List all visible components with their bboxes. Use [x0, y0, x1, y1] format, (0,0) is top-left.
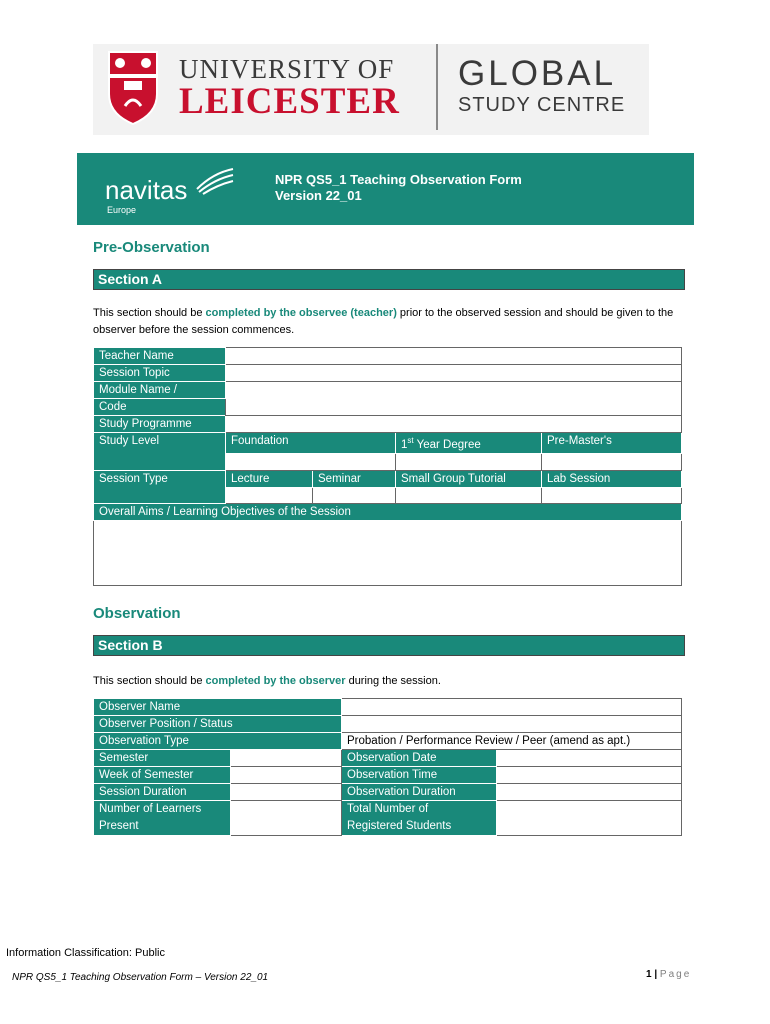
observation-duration-field[interactable]: [497, 784, 682, 801]
registered-students-label: [342, 801, 497, 836]
observer-name-label: Observer Name: [94, 699, 342, 716]
teacher-name-label: Teacher Name: [94, 348, 226, 365]
learners-line1: Number of Learners: [99, 803, 202, 815]
observation-time-field[interactable]: [497, 767, 682, 784]
week-of-semester-field[interactable]: [231, 767, 342, 784]
observer-name-field[interactable]: [342, 699, 682, 716]
registered-line2: Registered Students: [347, 820, 452, 832]
navitas-region: Europe: [107, 205, 137, 215]
number-of-learners-label: [94, 801, 231, 836]
university-name-line2: LEICESTER: [179, 81, 400, 122]
learners-line2: Present: [99, 820, 139, 832]
intro-highlight: completed by the observee (teacher): [205, 307, 397, 319]
semester-field[interactable]: [231, 750, 342, 767]
intro-text-end: during the session.: [345, 675, 441, 687]
first-year-field[interactable]: [396, 453, 542, 470]
registered-students-field[interactable]: [497, 801, 682, 836]
observation-type-field[interactable]: Probation / Performance Review / Peer (amend as apt.): [342, 733, 682, 750]
information-classification: Information Classification: Public: [6, 947, 165, 959]
lecture-field[interactable]: [226, 487, 313, 504]
study-level-label: Study Level: [94, 433, 226, 471]
university-name-line1: UNIVERSITY OF: [179, 54, 395, 84]
seminar-option: Seminar: [313, 470, 396, 487]
university-logo-banner: [93, 44, 649, 135]
university-crest-icon: [107, 50, 159, 126]
study-programme-label: Study Programme: [94, 416, 226, 433]
pre-masters-option: Pre-Master's: [542, 433, 682, 454]
week-of-semester-label: Week of Semester: [94, 767, 231, 784]
page-number-value: 1: [646, 969, 652, 980]
intro-text: This section should be: [93, 307, 206, 319]
form-header-bar: [77, 153, 694, 225]
observation-time-label: Observation Time: [342, 767, 497, 784]
footer-document-title: NPR QS5_1 Teaching Observation Form – Version 22_01: [12, 972, 269, 983]
section-b-table: [93, 698, 682, 836]
first-year-suffix: Year Degree: [413, 438, 481, 451]
form-title-line1: NPR QS5_1 Teaching Observation Form: [275, 172, 522, 187]
observation-date-label: Observation Date: [342, 750, 497, 767]
navitas-swoosh-icon: [195, 165, 235, 195]
first-year-number: 1: [401, 438, 408, 451]
section-a-intro: [93, 305, 685, 339]
module-name-field[interactable]: [226, 382, 682, 416]
page-word: Page: [659, 969, 692, 980]
overall-aims-label: Overall Aims / Learning Objectives of the Session: [94, 504, 682, 521]
study-programme-field[interactable]: [226, 416, 682, 433]
page-separator: |: [651, 969, 660, 980]
observer-position-label: Observer Position / Status: [94, 716, 342, 733]
observation-date-field[interactable]: [497, 750, 682, 767]
session-duration-label: Session Duration: [94, 784, 231, 801]
navitas-logo-text: navitas: [105, 175, 188, 205]
session-type-label: Session Type: [94, 470, 226, 504]
section-b-intro: [93, 673, 685, 690]
registered-line1: Total Number of: [347, 803, 429, 815]
session-topic-label: Session Topic: [94, 365, 226, 382]
observation-type-label: Observation Type: [94, 733, 342, 750]
session-topic-field[interactable]: [226, 365, 682, 382]
section-b-bar: Section B: [93, 635, 685, 656]
overall-aims-field[interactable]: [94, 521, 682, 586]
semester-label: Semester: [94, 750, 231, 767]
seminar-field[interactable]: [313, 487, 396, 504]
lab-session-field[interactable]: [542, 487, 682, 504]
logo-divider: [436, 44, 438, 130]
foundation-option: Foundation: [226, 433, 396, 454]
centre-name-line2: STUDY CENTRE: [458, 94, 626, 116]
lab-session-option: Lab Session: [542, 470, 682, 487]
intro-highlight: completed by the observer: [205, 675, 346, 687]
small-group-field[interactable]: [396, 487, 542, 504]
teacher-name-field[interactable]: [226, 348, 682, 365]
pre-observation-heading: Pre-Observation: [93, 239, 210, 256]
section-a-bar: Section A: [93, 269, 685, 290]
page-number: [646, 969, 691, 980]
intro-text: This section should be: [93, 675, 206, 687]
number-of-learners-field[interactable]: [231, 801, 342, 836]
session-duration-field[interactable]: [231, 784, 342, 801]
form-title: [275, 172, 522, 204]
first-year-ordinal: st: [407, 436, 414, 445]
lecture-option: Lecture: [226, 470, 313, 487]
first-year-degree-option: [396, 433, 542, 454]
observation-heading: Observation: [93, 605, 181, 622]
module-code-label: Code: [94, 399, 226, 416]
observation-duration-label: Observation Duration: [342, 784, 497, 801]
pre-masters-field[interactable]: [542, 453, 682, 470]
foundation-field[interactable]: [226, 453, 396, 470]
observer-position-field[interactable]: [342, 716, 682, 733]
module-name-label: Module Name /: [94, 382, 226, 399]
intro-text-end: prior to the observed session and should be given to the observer before the session commences.: [93, 307, 674, 336]
centre-name-line1: GLOBAL: [458, 54, 617, 93]
section-a-table: [93, 347, 682, 586]
small-group-tutorial-option: Small Group Tutorial: [396, 470, 542, 487]
form-version: Version 22_01: [275, 188, 362, 203]
